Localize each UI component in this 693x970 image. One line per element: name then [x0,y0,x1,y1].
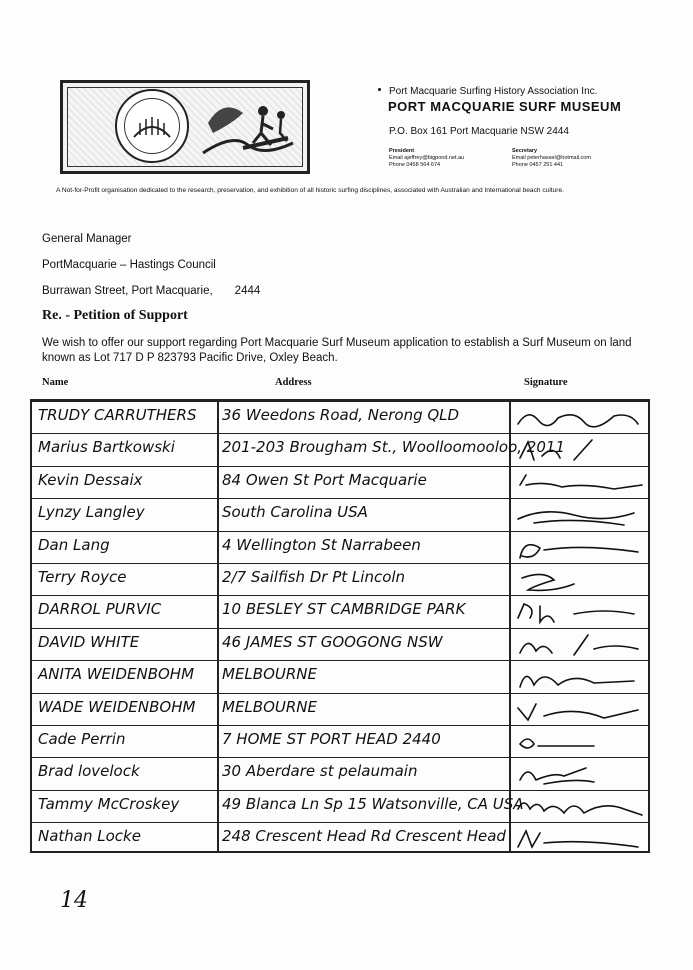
signature-mark [514,438,646,464]
signature-mark [514,503,646,529]
signature-mark [514,600,646,626]
secretary-phone: Phone 0457 251 441 [512,162,564,168]
table-row [32,660,648,692]
signature-table [30,399,650,853]
association-name: Port Macquarie Surfing History Association Inc. [389,86,598,97]
addressee-street [42,285,260,297]
signatory-name: Kevin Dessaix [38,470,143,489]
logo-emblem [115,89,189,163]
signatory-name: Lynzy Langley [38,503,145,522]
signatory-name: DARROL PURVIC [38,600,162,619]
subject-line: Re. - Petition of Support [42,308,188,323]
signatory-address: MELBOURNE [222,665,317,684]
president-label: President [389,148,415,154]
signatory-name: Tammy McCroskey [38,794,180,813]
signatory-address: 201-203 Brougham St., Woolloomooloo, 2011 [222,438,565,457]
signatory-address: 2/7 Sailfish Dr Pt Lincoln [222,568,406,586]
signature-mark [514,698,646,724]
organisation-tagline: A Not-for-Profit organisation dedicated to the research, preservation, and exhibition of all historic surfing disciplines, associated with Australian and International beach culture. [56,187,565,194]
signatory-address: 49 Blanca Ln Sp 15 Watsonville, CA USA [222,794,524,813]
signatory-address: South Carolina USA [222,503,368,522]
table-row [32,498,648,530]
signatory-name: Dan Lang [38,535,110,554]
addressee-council: PortMacquarie – Hastings Council [42,259,216,271]
signatory-name: Brad lovelock [38,762,140,781]
table-row [32,433,648,465]
surfer-artwork-icon [203,93,293,159]
secretary-contact [512,148,591,169]
signature-mark [514,536,646,562]
table-row [32,790,648,822]
column-header-signature: Signature [524,377,568,388]
signatory-name: WADE WEIDENBOHM [38,697,196,716]
signatory-address: 7 HOME ST PORT HEAD 2440 [222,730,441,748]
addressee-title: General Manager [42,233,132,245]
signatory-name: Marius Bartkowski [38,438,175,457]
table-row [32,693,648,725]
table-row [32,531,648,563]
signature-mark [514,406,646,432]
table-row [32,401,648,433]
table-row [32,822,648,854]
street-text: Burrawan Street, Port Macquarie, [42,285,213,297]
table-row [32,466,648,498]
signature-mark [514,762,646,788]
signatory-address: 248 Crescent Head Rd Crescent Head [222,827,506,846]
signatory-name: TRUDY CARRUTHERS [38,406,197,424]
signature-mark [514,795,646,821]
signature-mark [514,827,646,853]
signatory-name: ANITA WEIDENBOHM [38,665,195,684]
secretary-label: Secretary [512,148,538,154]
table-row [32,757,648,789]
table-row [32,628,648,660]
signature-mark [514,633,646,659]
signature-mark [514,730,646,756]
signatory-address: 36 Weedons Road, Nerong QLD [222,406,460,424]
postcode: 2444 [234,285,261,297]
president-email: Email ajeffrey@bigpond.net.au [389,155,465,161]
signature-mark [514,568,646,594]
president-contact [389,148,464,169]
table-row [32,563,648,595]
signatory-address: 10 BESLEY ST CAMBRIDGE PARK [222,600,466,619]
petition-statement: We wish to offer our support regarding Port Macquarie Surf Museum application to establish a Surf Museum on land known as Lot 717 D P 823793 Pacific Drive, Oxley Beach. [42,337,632,364]
logo-ring-icon [124,98,180,154]
column-header-name: Name [42,377,69,388]
museum-name: PORT MACQUARIE SURF MUSEUM [388,99,622,114]
signatory-address: 4 Wellington St Narrabeen [222,535,421,554]
page-number: 14 [60,888,88,913]
bullet-icon [378,88,381,91]
table-row [32,725,648,757]
signature-mark [514,471,646,497]
signatory-address: 46 JAMES ST GOOGONG NSW [222,632,443,651]
column-header-address: Address [275,377,312,388]
signatory-address: MELBOURNE [222,697,317,716]
po-box: P.O. Box 161 Port Macquarie NSW 2444 [389,126,569,137]
signatory-name: Nathan Locke [38,827,141,846]
president-phone: Phone 0458 564 674 [389,162,441,168]
signatory-address: 30 Aberdare st pelaumain [222,762,418,781]
signatory-name: Cade Perrin [38,730,126,748]
museum-logo [60,80,310,174]
signatory-address: 84 Owen St Port Macquarie [222,470,427,489]
signature-mark [514,665,646,691]
secretary-email: Email peterhassel@hotmail.com [512,155,591,161]
signatory-name: DAVID WHITE [38,632,140,651]
signatory-name: Terry Royce [38,568,127,586]
table-row [32,595,648,627]
